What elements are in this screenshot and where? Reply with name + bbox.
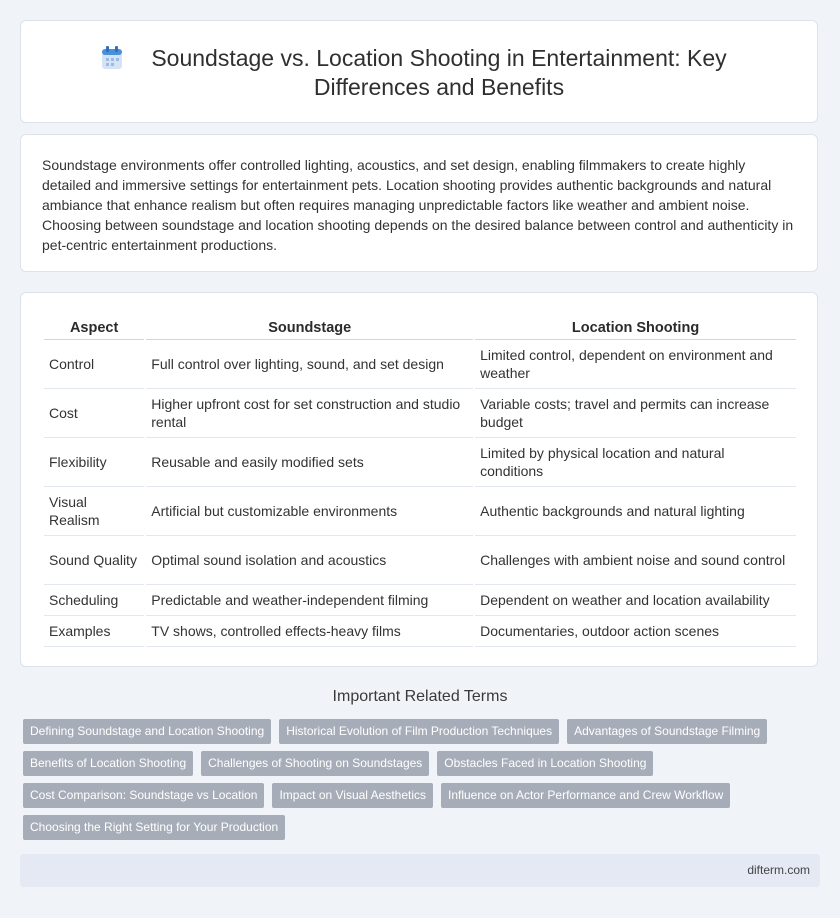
intro-card <box>20 134 818 272</box>
table-header-row <box>44 315 796 340</box>
page-title: Soundstage vs. Location Shooting in Entertainment: Key Differences and Benefits <box>151 45 727 100</box>
table-row <box>44 389 796 438</box>
related-term-tag[interactable]: Historical Evolution of Film Production Techniques <box>279 719 559 744</box>
cell-soundstage: Artificial but customizable environments <box>146 487 473 536</box>
related-term-tag[interactable]: Impact on Visual Aesthetics <box>272 783 433 808</box>
table-row <box>44 340 796 389</box>
related-terms-heading: Important Related Terms <box>332 688 508 705</box>
cell-soundstage: TV shows, controlled effects-heavy films <box>146 616 473 647</box>
cell-aspect: Visual Realism <box>44 487 144 536</box>
related-term-tag[interactable]: Cost Comparison: Soundstage vs Location <box>23 783 264 808</box>
header-location-shooting: Location Shooting <box>475 315 796 340</box>
table-row <box>44 585 796 616</box>
intro-paragraph: Soundstage environments offer controlled lighting, acoustics, and set design, enabling filmmakers to create highly detailed and immersive settings for entertainment pets. Location shooting provides authentic backgrounds and natural ambiance that enhance realism but often requires managing unpredictable factors like weather and ambient noise. Choosing between soundstage and location shooting depends on the desired balance between control and authenticity in pet-centric entertainment productions. <box>42 157 794 253</box>
cell-aspect: Scheduling <box>44 585 144 616</box>
cell-location: Challenges with ambient noise and sound control <box>475 536 796 585</box>
table-row <box>44 616 796 647</box>
cell-aspect: Examples <box>44 616 144 647</box>
related-term-tag[interactable]: Defining Soundstage and Location Shooting <box>23 719 271 744</box>
cell-location: Limited control, dependent on environment and weather <box>475 340 796 389</box>
comparison-table-card <box>20 292 818 667</box>
site-link[interactable]: difterm.com <box>747 863 810 877</box>
related-term-tag[interactable]: Benefits of Location Shooting <box>23 751 193 776</box>
table-row <box>44 536 796 585</box>
header-aspect: Aspect <box>44 315 144 340</box>
related-terms-list <box>23 719 803 840</box>
related-term-tag[interactable]: Advantages of Soundstage Filming <box>567 719 767 744</box>
cell-aspect: Sound Quality <box>44 536 144 585</box>
cell-aspect: Control <box>44 340 144 389</box>
footer-bar <box>20 854 820 887</box>
cell-location: Variable costs; travel and permits can increase budget <box>475 389 796 438</box>
cell-soundstage: Higher upfront cost for set construction and studio rental <box>146 389 473 438</box>
cell-aspect: Flexibility <box>44 438 144 487</box>
cell-soundstage: Optimal sound isolation and acoustics <box>146 536 473 585</box>
cell-location: Documentaries, outdoor action scenes <box>475 616 796 647</box>
related-term-tag[interactable]: Influence on Actor Performance and Crew Workflow <box>441 783 730 808</box>
cell-aspect: Cost <box>44 389 144 438</box>
cell-location: Authentic backgrounds and natural lighting <box>475 487 796 536</box>
title-card <box>20 20 818 123</box>
cell-location: Dependent on weather and location availability <box>475 585 796 616</box>
header-soundstage: Soundstage <box>146 315 473 340</box>
cell-soundstage: Full control over lighting, sound, and set design <box>146 340 473 389</box>
cell-soundstage: Predictable and weather-independent filming <box>146 585 473 616</box>
cell-soundstage: Reusable and easily modified sets <box>146 438 473 487</box>
cell-location: Limited by physical location and natural conditions <box>475 438 796 487</box>
table-row <box>44 438 796 487</box>
comparison-table <box>42 315 798 647</box>
related-term-tag[interactable]: Challenges of Shooting on Soundstages <box>201 751 429 776</box>
table-row <box>44 487 796 536</box>
related-term-tag[interactable]: Choosing the Right Setting for Your Production <box>23 815 285 840</box>
related-term-tag[interactable]: Obstacles Faced in Location Shooting <box>437 751 653 776</box>
